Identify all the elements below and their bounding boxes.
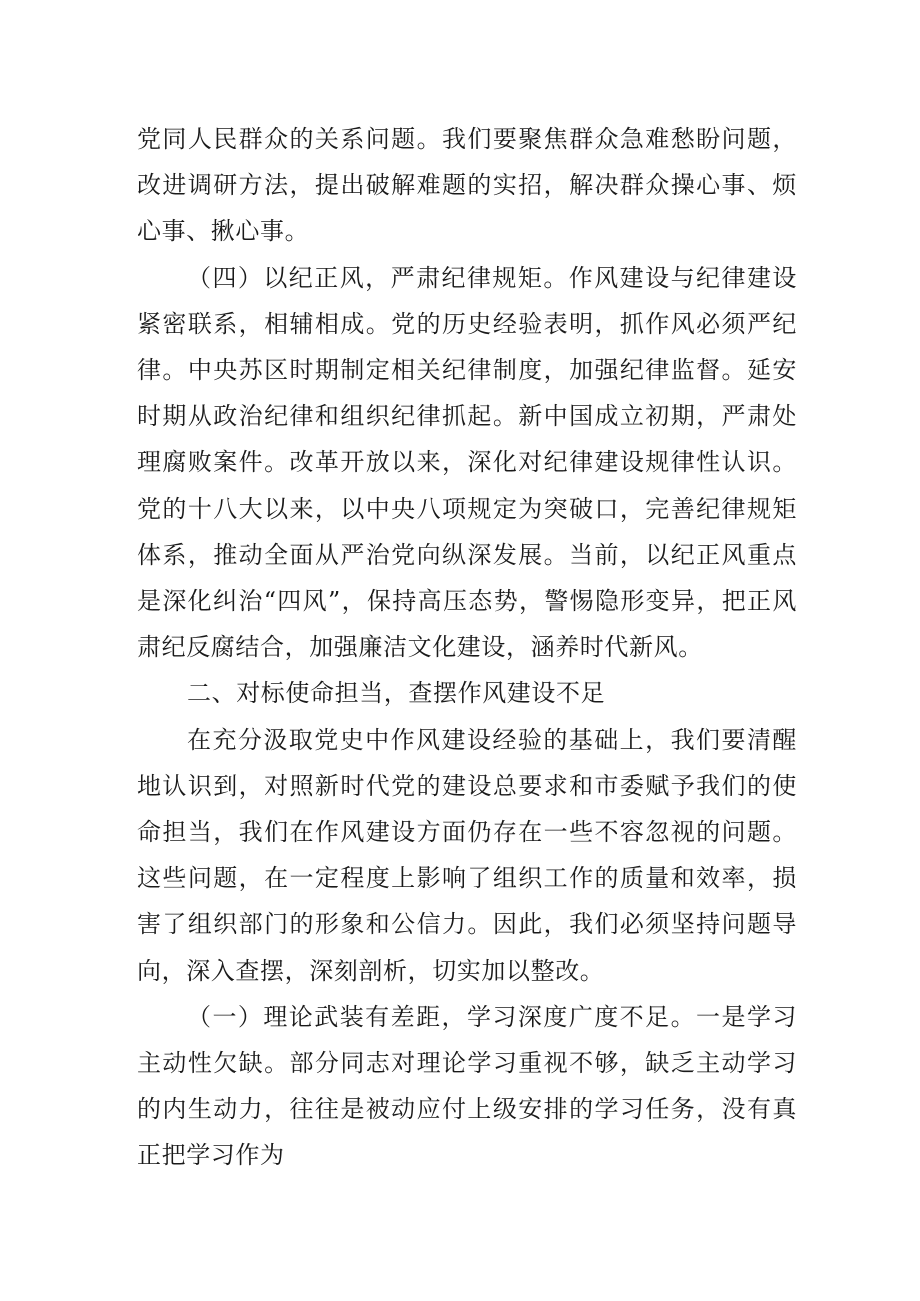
paragraph-intro-problems: 在充分汲取党史中作风建设经验的基础上，我们要清醒地认识到，对照新时代党的建设总要求和市委赋予我们的使命担当，我们在作风建设方面仍存在一些不容忽视的问题。这些问题，在一定程度上影响了组织工作的质量和效率，损害了组织部门的形象和公信力。因此，我们必须坚持问题导向，深入查摆，深刻剖析，切实加以整改。: [137, 725, 797, 985]
document-body: [137, 116, 797, 1179]
paragraph-section-four: （四）以纪正风，严肃纪律规矩。作风建设与纪律建设紧密联系，相辅相成。党的历史经验表明，抓作风必须严纪律。中央苏区时期制定相关纪律制度，加强纪律监督。延安时期从政治纪律和组织纪律抓起。新中国成立初期，严肃处理腐败案件。改革开放以来，深化对纪律建设规律性认识。党的十八大以来，以中央八项规定为突破口，完善纪律规矩体系，推动全面从严治党向纵深发展。当前，以纪正风重点是深化纠治“四风”，保持高压态势，警惕隐形变异，把正风肃纪反腐结合，加强廉洁文化建设，涵养时代新风。: [137, 263, 797, 662]
paragraph-subsection-one: （一）理论武装有差距，学习深度广度不足。一是学习主动性欠缺。部分同志对理论学习重视不够，缺乏主动学习的内生动力，往往是被动应付上级安排的学习任务，没有真正把学习作为: [137, 1002, 797, 1170]
section-heading-two: 二、对标使命担当，查摆作风建设不足: [187, 679, 606, 708]
paragraph-continued: 党同人民群众的关系问题。我们要聚焦群众急难愁盼问题，改进调研方法，提出破解难题的实招，解决群众操心事、烦心事、揪心事。: [137, 125, 797, 246]
